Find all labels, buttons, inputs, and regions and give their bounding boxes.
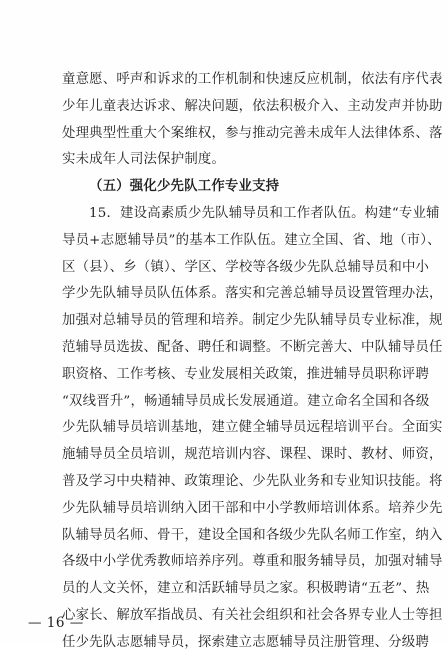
text-line-9: 学少先队辅导员队伍体系。落实和完善总辅导员设置管理办法， <box>62 286 443 302</box>
text-line-1: 童意愿、呼声和诉求的工作机制和快速反应机制，依法有序代表 <box>62 72 443 87</box>
text-line-19: 各级中小学优秀教师培养序列。尊重和服务辅导员，加强对辅导 <box>62 554 443 570</box>
text-line-10: 加强对总辅导员的管理和培养。制定少先队辅导员专业标准，规 <box>62 313 443 329</box>
page-number: — 16 — <box>28 615 84 631</box>
text-line-12: 职资格、工作考核、专业发展相关政策，推进辅导员职称评聘 <box>62 366 429 382</box>
text-line-13: “双线晋升”，畅通辅导员成长发展通道。建立命名全国和各级 <box>62 393 430 409</box>
section-heading: （五）强化少先队工作专业支持 <box>89 179 280 195</box>
text-line-17: 少先队辅导员培训纳入团干部和中小学教师培训体系。培养少先 <box>62 500 443 516</box>
text-line-20: 员的人文关怀，建立和活跃辅导员之家。积极聘请“五老”、热 <box>62 581 430 597</box>
text-line-15: 施辅导员全员培训，规范培训内容、课程、课时、教材、师资， <box>62 447 443 463</box>
text-line-11: 范辅导员选拔、配备、聘任和调整。不断完善大、中队辅导员任 <box>62 339 443 355</box>
text-line-18: 队辅导员名师、骨干，建设全国和各级少先队名师工作室，纳入 <box>62 527 443 543</box>
text-line-22: 任少先队志愿辅导员，探索建立志愿辅导员注册管理、分级聘 <box>62 634 429 650</box>
text-line-14: 少先队辅导员培训基地，建立健全辅导员远程培训平台。全面实 <box>62 420 443 436</box>
text-line-4: 实未成年人司法保护制度。 <box>62 152 226 168</box>
text-line-21: 心家长、解放军指战员、有关社会组织和社会各界专业人士等担 <box>62 607 443 623</box>
text-line-3: 处理典型性重大个案维权，参与推动完善未成年人法律体系、落 <box>62 125 443 141</box>
text-line-8: 区（县）、乡（镇）、学区、学校等各级少先队总辅导员和中小 <box>62 259 430 275</box>
text-line-6: 15．建设高素质少先队辅导员和工作者队伍。构建“专业辅 <box>89 205 440 221</box>
text-line-16: 普及学习中央精神、政策理论、少先队业务和专业知识技能。将 <box>62 473 443 489</box>
text-line-2: 少年儿童表达诉求、解决问题，依法积极介入、主动发声并协助 <box>62 98 443 114</box>
text-line-7: 导员+志愿辅导员”的基本工作队伍。建立全国、省、地（市）、 <box>62 232 441 248</box>
body-text <box>62 67 443 657</box>
